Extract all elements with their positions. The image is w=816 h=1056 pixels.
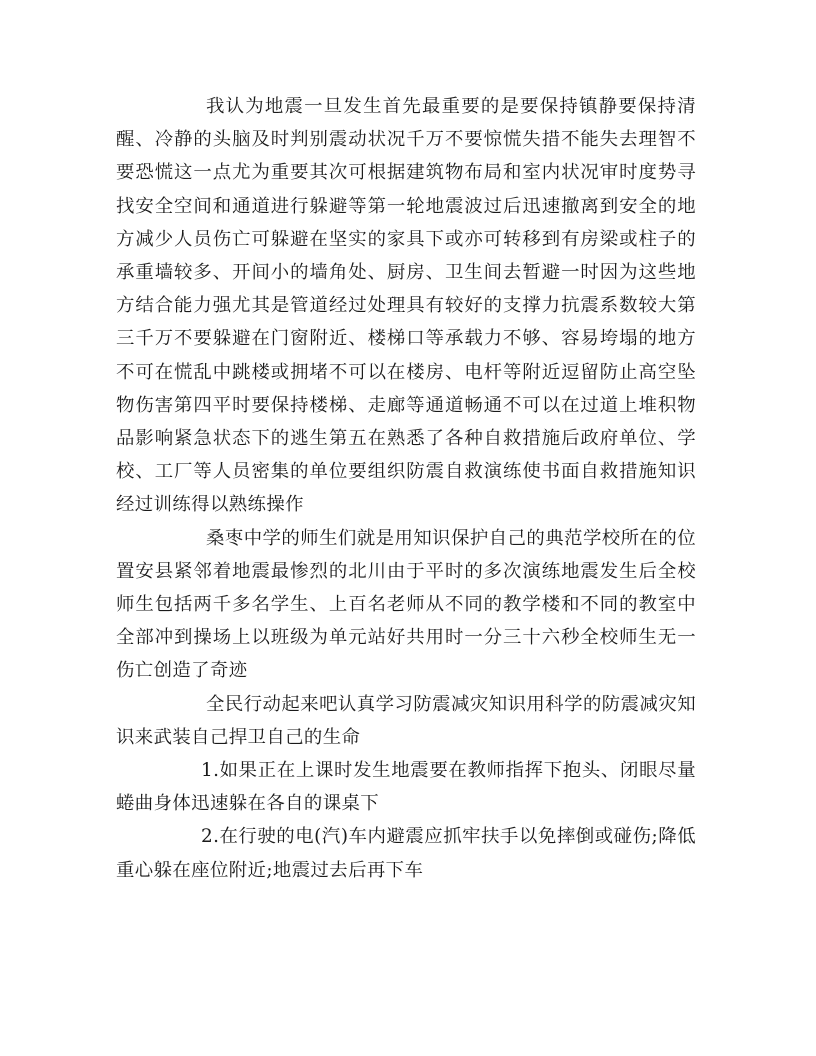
list-item-classroom: 1.如果正在上课时发生地震要在教师指挥下抱头、闭眼尽量蜷曲身体迅速躲在各自的课桌下 [116,760,696,815]
document-page [116,90,696,887]
list-item-vehicle: 2.在行驶的电(汽)车内避震应抓牢扶手以免摔倒或碰伤;降低重心躲在座位附近;地震过去后再下车 [116,826,696,881]
paragraph-sangzao-school: 桑枣中学的师生们就是用知识保护自己的典范学校所在的位置安县紧邻着地震最惨烈的北川由于平时的多次演练地震发生后全校师生包括两千多名学生、上百名老师从不同的教学楼和不同的教室中全部冲到操场上以班级为单元站好共用时一分三十六秒全校师生无一伤亡创造了奇迹 [116,527,696,682]
paragraph-earthquake-advice: 我认为地震一旦发生首先最重要的是要保持镇静要保持清醒、冷静的头脑及时判别震动状况千万不要惊慌失措不能失去理智不要恐慌这一点尤为重要其次可根据建筑物布局和室内状况审时度势寻找安全空间和通道进行躲避等第一轮地震波过后迅速撤离到安全的地方减少人员伤亡可躲避在坚实的家具下或亦可转移到有房梁或柱子的承重墙较多、开间小的墙角处、厨房、卫生间去暂避一时因为这些地方结合能力强尤其是管道经过处理具有较好的支撑力抗震系数较大第三千万不要躲避在门窗附近、楼梯口等承载力不够、容易垮塌的地方不可在慌乱中跳楼或拥堵不可以在楼房、电杆等附近逗留防止高空坠物伤害第四平时要保持楼梯、走廊等通道畅通不可以在过道上堆积物品影响紧急状态下的逃生第五在熟悉了各种自救措施后政府单位、学校、工厂等人员密集的单位要组织防震自救演练使书面自救措施知识经过训练得以熟练操作 [116,96,696,516]
paragraph-call-to-action: 全民行动起来吧认真学习防震减灾知识用科学的防震减灾知识来武装自己捍卫自己的生命 [116,693,696,748]
